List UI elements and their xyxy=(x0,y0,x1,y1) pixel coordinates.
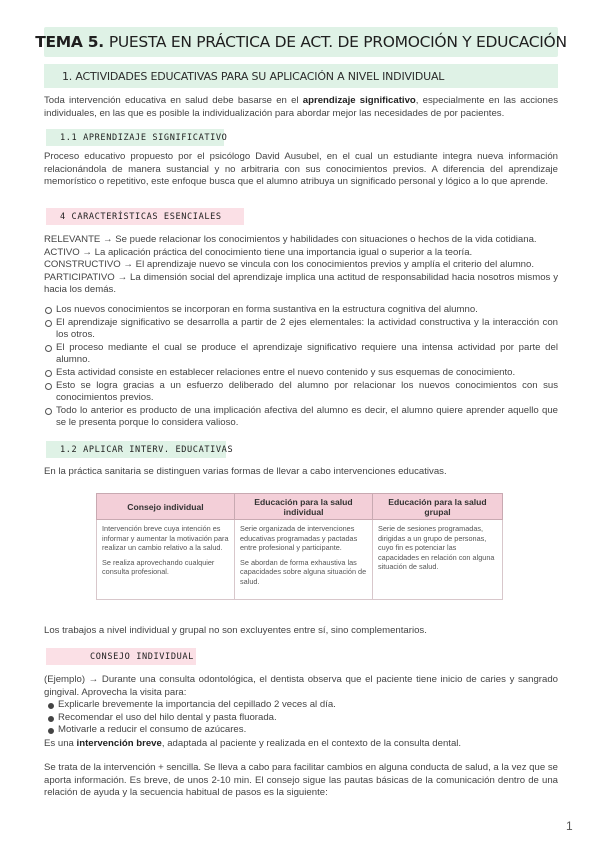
paragraph-complementarios: Los trabajos a nivel individual y grupal no son excluyentes entre sí, sino complementarios. xyxy=(44,625,427,636)
list-item: Todo lo anterior es producto de una implicación afectiva del alumno es decir, el alumno quiere aprender aquello que se le presenta porque lo considera valioso. xyxy=(44,405,558,430)
title-text: PUESTA EN PRÁCTICA DE ACT. DE PROMOCIÓN Y EDUCACIÓN xyxy=(108,33,567,51)
subheading-consejo: CONSEJO INDIVIDUAL xyxy=(46,648,196,665)
table-cell: Intervención breve cuya intención es informar y aumentar la motivación para realizar un cambio relativo a la salud. Se realiza aprovechando cualquier consulta profesional. xyxy=(97,520,235,600)
interventions-table xyxy=(96,493,502,599)
paragraph-1-1: Proceso educativo propuesto por el psicólogo David Ausubel, en el cual un estudiante integra nueva información relacionándola de manera sustancial y no arbitraria con sus conocimientos previos. A diferencia del aprendizaje memorístico o repetitivo, este enfoque busca que el alumno atribuya un significado personal y lógico a lo que aprende. xyxy=(44,151,558,188)
paragraph-1-2: En la práctica sanitaria se distinguen varias formas de llevar a cabo intervenciones educativas. xyxy=(44,466,447,477)
table-header: Consejo individual xyxy=(97,494,235,520)
section-heading-1: 1. ACTIVIDADES EDUCATIVAS PARA SU APLICACIÓN A NIVEL INDIVIDUAL xyxy=(44,64,558,88)
list-item: El proceso mediante el cual se produce el aprendizaje significativo requiere una intensa actividad por parte del alumno. xyxy=(44,342,558,367)
caracteristica-item: RELEVANTE → Se puede relacionar los conocimientos y habilidades con situaciones o hechos de la vida cotidiana. xyxy=(44,234,537,245)
bullet-list-1 xyxy=(44,304,558,430)
page-number: 1 xyxy=(566,819,573,833)
list-item: Motivarle a reducir el consumo de azúcares. xyxy=(46,724,560,737)
paragraph-breve: Es una intervención breve, adaptada al paciente y realizada en el contexto de la consulta dental. xyxy=(44,738,462,749)
list-item: Explicarle brevemente la importancia del cepillado 2 veces al día. xyxy=(46,699,560,712)
intro-bold: aprendizaje significativo xyxy=(302,95,416,106)
caracteristicas-list xyxy=(44,234,558,297)
title-number: TEMA 5. xyxy=(35,33,104,51)
table-header: Educación para la salud individual xyxy=(235,494,373,520)
page-title xyxy=(35,27,567,57)
caracteristica-item: PARTICIPATIVO → La dimensión social del aprendizaje implica una actitud de responsabilidad hacia nosotros mismos y hacia los demás. xyxy=(44,271,558,296)
table-cell: Serie de sesiones programadas, dirigidas a un grupo de personas, cuyo fin es potenciar las capacidades en relación con alguna situación de salud. xyxy=(373,520,503,600)
intro-paragraph: Toda intervención educativa en salud debe basarse en el aprendizaje significativo, especialmente en las acciones individuales, en las que es posible la individualización para abordar mejor las necesidades de por pacientes. xyxy=(44,95,558,119)
table-header: Educación para la salud grupal xyxy=(373,494,503,520)
list-item: Esta actividad consiste en establecer relaciones entre el nuevo contenido y sus esquemas de conocimiento. xyxy=(44,367,558,380)
subheading-1-2: 1.2 APLICAR INTERV. EDUCATIVAS xyxy=(46,441,226,458)
subheading-caracteristicas: 4 CARACTERÍSTICAS ESENCIALES xyxy=(46,208,244,225)
caracteristica-item: CONSTRUCTIVO → El aprendizaje nuevo se vincula con los conocimientos previos y amplía el criterio del alumno. xyxy=(44,259,535,271)
breve-bold: intervención breve xyxy=(76,738,162,749)
list-item: Recomendar el uso del hilo dental y pasta fluorada. xyxy=(46,712,560,725)
paragraph-ejemplo: (Ejemplo) → Durante una consulta odontológica, el dentista observa que el paciente tiene inicio de caries y sangrado gingival. Aprovecha la visita para: xyxy=(44,674,558,698)
table-cell: Serie organizada de intervenciones educativas programadas y pactadas entre profesional y participante. Se abordan de forma exhaustiva las capacidades sobre alguna situación de salud. xyxy=(235,520,373,600)
list-item: Los nuevos conocimientos se incorporan en forma sustantiva en la estructura cognitiva del alumno. xyxy=(44,304,558,317)
list-item: El aprendizaje significativo se desarrolla a partir de 2 ejes elementales: la actividad constructiva y la interacción con los otros. xyxy=(44,317,558,342)
bullet-list-ejemplo xyxy=(46,699,560,737)
caracteristica-item: ACTIVO → La aplicación práctica del conocimiento tiene una importancia igual o superior a la teoría. xyxy=(44,246,473,258)
paragraph-final: Se trata de la intervención + sencilla. Se lleva a cabo para facilitar cambios en alguna conducta de salud, a la vez que se aporta información. Es breve, de unos 2-10 min. El consejo sigue las pautas básicas de la comunicación dentro de una relación de ayuda y la secuencia habitual de pasos es la siguiente: xyxy=(44,762,558,799)
list-item: Esto se logra gracias a un esfuerzo deliberado del alumno por relacionar los nuevos conocimientos con sus conocimientos previos. xyxy=(44,380,558,405)
subheading-1-1: 1.1 APRENDIZAJE SIGNIFICATIVO xyxy=(46,129,224,146)
